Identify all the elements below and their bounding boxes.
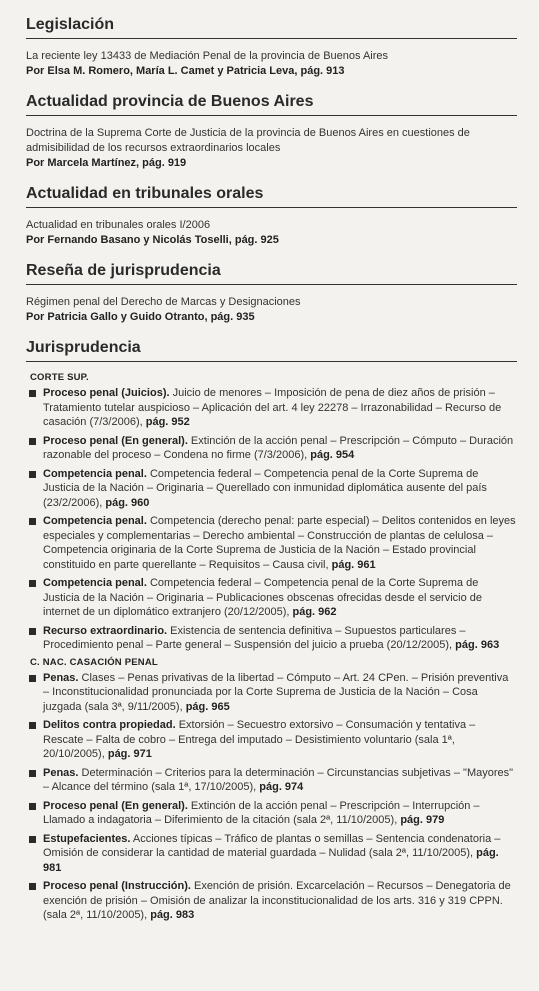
section-title: Reseña de jurisprudencia [26,262,517,285]
section-tribunales-orales [26,185,517,248]
article-author: Por Marcela Martínez, pág. 919 [26,157,187,169]
square-bullet-icon [29,675,36,682]
case-entry [26,467,517,511]
square-bullet-icon [29,722,36,729]
case-summary: Competencia federal – Competencia penal de la Corte Suprema de Justicia de la Nación – Originaria – Querellado con inmunidad diplomática ausente del país (23/2/2006), [43,467,487,509]
page-reference: pág. 983 [150,909,195,921]
case-summary: Clases – Penas privativas de la libertad – Cómputo – Art. 24 CPen. – Prisión preventiva – Inconstitucionalidad pronunciada por la Corte Suprema de Justicia de la Nación – Cosa juzgada (sala 3ª, 9/11/2005), [43,671,509,713]
case-summary: Existencia de sentencia definitiva – Supuestos particulares – Procedimiento penal – Parte general – Suspensión del juicio a prueba (20/12/2005), [43,624,466,651]
case-topic: Competencia penal. [43,515,147,527]
section-title: Actualidad en tribunales orales [26,185,517,208]
case-topic: Penas. [43,766,79,779]
page-reference: pág. 961 [331,558,376,571]
case-entry [26,624,517,653]
case-entry [26,718,517,762]
page-reference: pág. 954 [310,449,355,461]
section-jurisprudencia [26,339,517,923]
case-entry [26,671,517,715]
case-topic: Penas. [43,671,79,684]
case-topic: Proceso penal (Instrucción). [43,880,191,892]
section-actualidad-provincia [26,93,517,171]
article-title: Doctrina de la Suprema Corte de Justicia de la provincia de Buenos Aires en cuestiones de admisibilidad de los recursos extraordinarios locales [26,127,470,154]
section-legislacion [26,16,517,79]
square-bullet-icon [29,883,36,890]
square-bullet-icon [29,628,36,635]
court-heading: CORTE SUP. [30,372,89,383]
article-author: Por Patricia Gallo y Guido Otranto, pág. 935 [26,311,255,323]
case-entry [26,879,517,923]
square-bullet-icon [29,580,36,587]
case-summary: Determinación – Criterios para la determinación – Circunstancias subjetivas – "Mayores" – Alcance del término (sala 1ª, 17/10/2005), [43,766,514,793]
article-title: Régimen penal del Derecho de Marcas y Designaciones [26,296,301,308]
square-bullet-icon [29,803,36,810]
jurisprudencia-groups [26,372,517,923]
page-reference: pág. 952 [145,416,190,428]
case-topic: Proceso penal (En general). [43,434,188,447]
square-bullet-icon [29,518,36,525]
case-entry [26,832,517,876]
case-summary: Competencia federal – Competencia penal de la Corte Suprema de Justicia de la Nación – Originaria – Publicaciones obscenas ofrecidas desde el servicio de internet de un diplomático extranjero (20/12/2005), [43,577,483,618]
page-reference: pág. 963 [455,639,500,651]
square-bullet-icon [29,836,36,843]
case-summary: Juicio de menores – Imposición de pena de diez años de prisión – Tratamiento tutelar auspicioso – Aplicación del art. 4 ley 22278 – Irrazonabilidad – Recurso de casación (7/3/2006), [43,387,502,428]
article-title: Actualidad en tribunales orales I/2006 [26,219,211,231]
article-author: Por Elsa M. Romero, María L. Camet y Patricia Leva, pág. 913 [26,65,345,77]
page-reference: pág. 979 [400,814,445,826]
page-reference: pág. 962 [292,606,337,618]
page-reference: pág. 960 [105,496,150,509]
case-summary: Acciones típicas – Tráfico de plantas o semillas – Sentencia condenatoria – Omisión de considerar la cantidad de material guardada – Nulidad (sala 2ª, 11/10/2005), [43,832,501,859]
section-resena-jurisprudencia [26,262,517,325]
case-entry [26,514,517,572]
case-topic: Proceso penal (En general). [43,799,188,812]
case-topic: Recurso extraordinario. [43,624,168,637]
section-title: Jurisprudencia [26,339,517,362]
square-bullet-icon [29,471,36,478]
case-entry [26,576,517,620]
page-reference: pág. 965 [185,700,230,713]
case-summary: Extinción de la acción penal – Prescripción – Interrupción – Llamado a indagatoria – Diferimiento de la citación (sala 2ª, 11/10/2005), [43,799,480,826]
case-entry [26,434,517,463]
case-entry [26,386,517,430]
section-title: Legislación [26,16,517,39]
case-topic: Competencia penal. [43,467,147,480]
case-topic: Estupefacientes. [43,832,131,845]
page-reference: pág. 981 [43,847,499,874]
square-bullet-icon [29,390,36,397]
square-bullet-icon [29,438,36,445]
square-bullet-icon [29,770,36,777]
case-topic: Competencia penal. [43,577,147,589]
case-summary: Exención de prisión. Excarcelación – Recursos – Denegatoria de exención de prisión – Omisión de analizar la inconstitucionalidad de los arts. 316 y 319 CPPN. (sala 2ª, 11/10/2005), [43,880,511,921]
page-reference: pág. 974 [259,781,304,793]
case-topic: Delitos contra propiedad. [43,719,176,731]
case-summary: Competencia (derecho penal: parte especial) – Delitos contenidos en leyes especiales y complementarias – Derecho ambiental – Construcción de plantas de celulosa – Competencia originaria de la Corte Suprema de Justicia de la Nación – Estado provincial constituido en parte querellante – Requisitos – Causa civil, [43,515,516,571]
article-author: Por Fernando Basano y Nicolás Toselli, pág. 925 [26,234,279,246]
case-summary: Extinción de la acción penal – Prescripción – Cómputo – Duración razonable del proceso – Condena no firme (7/3/2006), [43,434,514,461]
article-title: La reciente ley 13433 de Mediación Penal de la provincia de Buenos Aires [26,50,389,62]
case-entry [26,766,517,795]
court-heading: C. NAC. CASACIÓN PENAL [30,656,158,668]
case-summary: Extorsión – Secuestro extorsivo – Consumación y tentativa – Rescate – Falta de cobro – Entrega del imputado – Desistimiento voluntario (sala 1ª, 20/10/2005), [43,719,476,760]
case-entry [26,799,517,828]
page-reference: pág. 971 [107,748,152,760]
section-title: Actualidad provincia de Buenos Aires [26,93,517,116]
case-topic: Proceso penal (Juicios). [43,387,170,399]
